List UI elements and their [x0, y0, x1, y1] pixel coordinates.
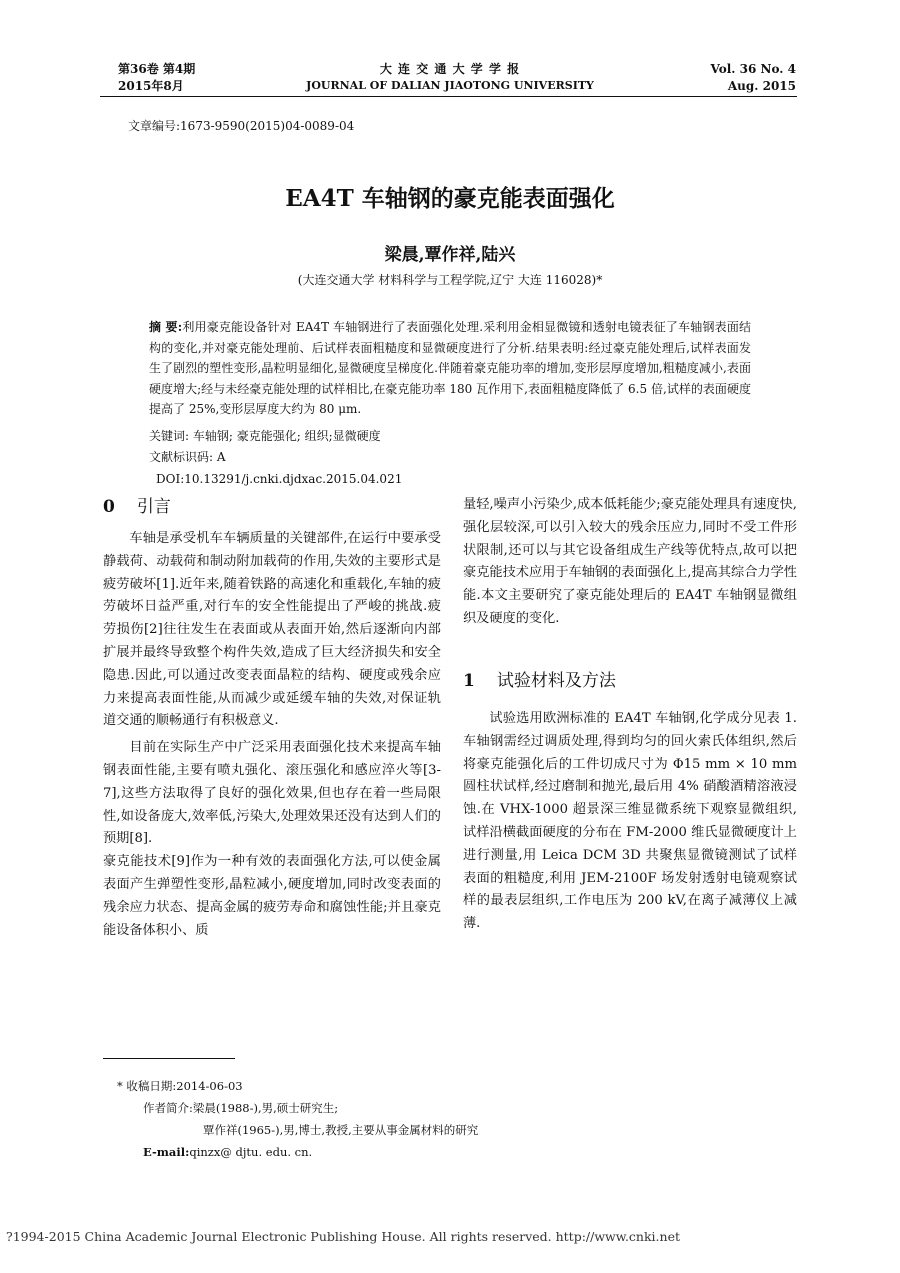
- paper-title: EA4T 车轴钢的豪克能表面强化: [285, 185, 615, 212]
- footnote-bio-1-text: 梁晨(1988-),男,硕士研究生;: [192, 1101, 339, 1115]
- header-journal-cn: 大 连 交 通 大 学 学 报: [379, 62, 521, 76]
- copyright-notice: ?1994-2015 China Academic Journal Electronic Publishing House. All rights reserved. http://www.cnki.net: [6, 1229, 680, 1244]
- section-1-heading: [463, 668, 616, 694]
- left-column: [103, 528, 441, 942]
- footnote-email-address: qinzx@ djtu. edu. cn.: [189, 1145, 313, 1159]
- footnote-email-label: E-mail:: [143, 1145, 190, 1159]
- section-0-title: 引言: [136, 497, 171, 517]
- header-date: 2015年8月: [118, 79, 184, 93]
- header-vol-en: Vol. 36 No. 4: [710, 62, 796, 76]
- header-date-en: Aug. 2015: [727, 79, 796, 93]
- paper-affiliation: (大连交通大学 材料科学与工程学院,辽宁 大连 116028)*: [297, 273, 603, 287]
- section-0-heading: [103, 494, 171, 520]
- footnote-bio-label: 作者简介:: [143, 1101, 193, 1115]
- doi: DOI:10.13291/j.cnki.djdxac.2015.04.021: [156, 472, 403, 486]
- footnote-bio-2: 覃作祥(1965-),男,博士,教授,主要从事金属材料的研究: [203, 1123, 479, 1137]
- footnote-bio-1: [143, 1098, 338, 1118]
- footnote-email: [143, 1142, 312, 1162]
- intro-paragraph-1: 车轴是承受机车车辆质量的关键部件,在运行中要承受静载荷、动载荷和制动附加载荷的作用,失效的主要形式是疲劳破坏[1].近年来,随着铁路的高速化和重载化,车轴的疲劳破坏日益严重,对行车的安全性能提出了严峻的挑战.疲劳损伤[2]往往发生在表面或从表面开始,然后逐渐向内部扩展并最终导致整个构件失效,造成了巨大经济损失和安全隐患.因此,可以通过改变表面晶粒的结构、硬度或残余应力来提高表面性能,从而减少或延缓车轴的失效,对保证轨道交通的顺畅通行有积极意义.: [103, 531, 441, 729]
- section-1-number: 1: [463, 671, 475, 691]
- header-journal-en: JOURNAL OF DALIAN JIAOTONG UNIVERSITY: [306, 79, 594, 92]
- article-number: 文章编号:1673-9590(2015)04-0089-04: [128, 119, 355, 133]
- document-code: 文献标识码: A: [149, 450, 226, 464]
- keywords: 关键词: 车轴钢; 豪克能强化; 组织;显微硬度: [149, 429, 381, 443]
- intro-paragraph-2: 目前在实际生产中广泛采用表面强化技术来提高车轴钢表面性能,主要有喷丸强化、滚压强化和感应淬火等[3-7],这些方法取得了良好的强化效果,但也存在着一些局限性,如设备庞大,效率低,污染大,处理效果还没有达到人们的预期[8].: [103, 740, 441, 847]
- section-0-number: 0: [103, 497, 115, 517]
- footnote-received: * 收稿日期:2014-06-03: [117, 1079, 243, 1093]
- section-1-title: 试验材料及方法: [496, 671, 616, 691]
- abstract-text: 利用豪克能设备针对 EA4T 车轴钢进行了表面强化处理.采利用金相显微镜和透射电镜表征了车轴钢表面结构的变化,并对豪克能处理前、后试样表面粗糙度和显微硬度进行了分析.结果表明:经过豪克能处理后,试样表面发生了剧烈的塑性变形,晶粒明显细化,显微硬度呈梯度化.伴随着豪克能功率的增加,变形层厚度增加,粗糙度减小,表面硬度增大;经与未经豪克能处理的试样相比,在豪克能功率 180 瓦作用下,表面粗糙度降低了 6.5 倍,试样的表面硬度提高了 25%,变形层厚度大约为 80 μm.: [149, 320, 751, 416]
- paper-authors: 梁晨,覃作祥,陆兴: [384, 245, 516, 265]
- right-column-top: [463, 494, 797, 631]
- abstract-label: 摘 要:: [149, 320, 183, 334]
- right-column-methods: [463, 708, 797, 936]
- footnote-rule: [103, 1058, 235, 1059]
- header-volume: 第36卷 第4期: [118, 62, 196, 76]
- intro-paragraph-3: 豪克能技术[9]作为一种有效的表面强化方法,可以使金属表面产生弹塑性变形,晶粒减小,硬度增加,同时改变表面的残余应力状态、提高金属的疲劳寿命和腐蚀性能;并且豪克能设备体积小、质: [103, 854, 441, 938]
- abstract: [149, 317, 751, 420]
- methods-paragraph: 试验选用欧洲标准的 EA4T 车轴钢,化学成分见表 1.车轴钢需经过调质处理,得到均匀的回火索氏体组织,然后将豪克能强化后的工件切成尺寸为 Φ15 mm × 10 mm 圆柱状试样,经过磨制和抛光,最后用 4% 硝酸酒精溶液浸蚀.在 VHX-1000 超景深三维显微系统下观察显微组织,试样沿横截面硬度的分布在 FM-2000 维氏显微硬度计上进行测量,用 Leica DCM 3D 共聚焦显微镜测试了试样表面的粗糙度,利用 JEM-2100F 场发射透射电镜观察试样的最表层组织,工作电压为 200 kV,在离子减薄仪上减薄.: [463, 711, 797, 932]
- header-rule: [100, 96, 797, 97]
- intro-paragraph-continued: 量轻,噪声小污染少,成本低耗能少;豪克能处理具有速度快,强化层较深,可以引入较大的残余压应力,同时不受工件形状限制,还可以与其它设备组成生产线等优特点,故可以把豪克能技术应用于车轴钢的表面强化上,提高其综合力学性能.本文主要研究了豪克能处理后的 EA4T 车轴钢显微组织及硬度的变化.: [463, 497, 797, 626]
